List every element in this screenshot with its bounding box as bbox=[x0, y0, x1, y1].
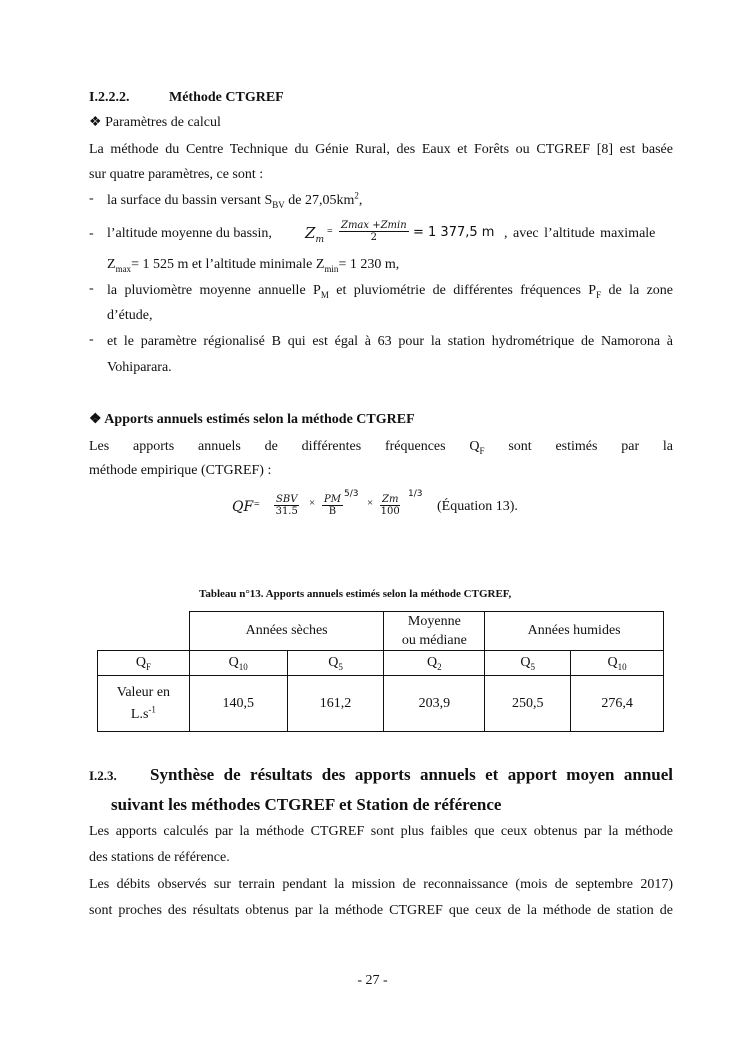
list-item-pluvio-2: d’étude, bbox=[107, 308, 153, 323]
sbv-fraction: SBV 31.5 bbox=[275, 494, 298, 517]
altitude-value: = 1 377,5 m bbox=[413, 225, 495, 240]
section-heading bbox=[89, 88, 284, 108]
list-item-altitude: l’altitude moyenne du bassin, $Z_m$ = Zmax +Zmin 2 = 1 377,5 m , avec l’altitude maximale bbox=[107, 220, 656, 245]
col-q10-dry: $Q_{10}$ bbox=[189, 651, 287, 676]
header-annees-humides: Années humides bbox=[485, 612, 664, 651]
section-title-2-line2: suivant les méthodes CTGREF et Station de référence bbox=[111, 795, 502, 814]
col-q10-wet: $Q_{10}$ bbox=[571, 651, 664, 676]
multiply-symbol: × bbox=[309, 497, 316, 509]
value-q10-dry: 140,5 bbox=[189, 676, 287, 732]
zm-fraction: $\frac{Zm}{100}$ bbox=[380, 494, 400, 517]
exponent-5-3: 5/3 bbox=[344, 489, 359, 499]
pm-fraction: $\frac{PM}{B}$ bbox=[324, 494, 341, 517]
equation-13: QF = SBV 31.5 × $\frac{PM}{B}$ 5/3 × $\frac{Zm}{100}$ 1/3 (Équation 13). bbox=[232, 489, 518, 517]
synthese-p2-line2: sont proches des résultats obtenus par la méthode CTGREF que ceux de la méthode de station de bbox=[89, 903, 673, 918]
col-q5-dry: $Q_5$ bbox=[287, 651, 384, 676]
value-q5-dry: 161,2 bbox=[287, 676, 384, 732]
table-row bbox=[98, 651, 664, 676]
synthese-p1-line2: des stations de référence. bbox=[89, 850, 230, 865]
list-item-parametre-b-2: Vohiparara. bbox=[107, 360, 172, 375]
equation-label: (Équation 13). bbox=[437, 499, 518, 514]
row-head-qf: $Q_F$ bbox=[98, 651, 190, 676]
synthese-p2-line1: Les débits observés sur terrain pendant la mission de reconnaissance (mois de septembre 2017) bbox=[89, 877, 673, 892]
list-dash: - bbox=[89, 281, 94, 296]
section-title: Méthode CTGREF bbox=[169, 90, 284, 105]
synthese-p1-line1: Les apports calculés par la méthode CTGREF sont plus faibles que ceux obtenus par la méthode bbox=[89, 824, 673, 839]
table-row bbox=[98, 676, 664, 732]
intro-line-1: La méthode du Centre Technique du Génie Rural, des Eaux et Forêts ou CTGREF [8] est basée bbox=[89, 142, 673, 157]
exponent-1-3: 1/3 bbox=[408, 489, 423, 499]
section-number-2: I.2.3. bbox=[89, 768, 117, 783]
row-label-valeur: Valeur en $L.s^{-1}$ bbox=[98, 676, 190, 732]
value-q10-wet: 276,4 bbox=[571, 676, 664, 732]
list-dash: - bbox=[89, 191, 94, 206]
bullet-apports: ❖ Apports annuels estimés selon la méthode CTGREF bbox=[89, 412, 415, 427]
section-number: I.2.2.2. bbox=[89, 90, 130, 105]
ctgref-table bbox=[97, 611, 664, 732]
diamond-bullet-icon: ❖ bbox=[89, 412, 102, 427]
header-annees-seches: Années sèches bbox=[189, 612, 384, 651]
apports-line-2: méthode empirique (CTGREF) : bbox=[89, 463, 272, 478]
table-caption: Tableau n°13. Apports annuels estimés selon la méthode CTGREF, bbox=[199, 588, 512, 600]
list-item-surface: la surface du bassin versant $S_{BV}$ de $27,05km^2$, bbox=[107, 190, 363, 210]
list-item-parametre-b: et le paramètre régionalisé B qui est égal à 63 pour la station hydrométrique de Namorona à bbox=[107, 334, 673, 349]
list-dash: - bbox=[89, 332, 94, 347]
table-group-row bbox=[98, 612, 664, 651]
altitude-min-max: $Z_{max}= 1$ 525 m et l’altitude minimale $Z_{min}= 1$ 230 m, bbox=[107, 257, 400, 274]
apports-line-1: Les apports annuels de différentes fréquences $Q_F$ sont estimés par la bbox=[89, 439, 674, 456]
list-dash: - bbox=[89, 226, 94, 241]
intro-line-2: sur quatre paramètres, ce sont : bbox=[89, 167, 264, 182]
diamond-bullet-icon: ❖ bbox=[89, 115, 102, 130]
section-title-2-line1: Synthèse de résultats des apports annuels et apport moyen annuel bbox=[150, 765, 673, 784]
value-q5-wet: 250,5 bbox=[485, 676, 571, 732]
bullet-parametres: ❖ Paramètres de calcul bbox=[89, 115, 221, 130]
altitude-fraction: Zmax +Zmin 2 bbox=[341, 220, 407, 243]
multiply-symbol: × bbox=[367, 497, 374, 509]
list-item-pluvio: la pluviomètre moyenne annuelle $P_M$ et pluviométrie de différentes fréquences $P_F$ de la zone bbox=[107, 283, 674, 300]
header-moyenne: Moyenne ou médiane bbox=[384, 612, 485, 651]
col-q2: $Q_2$ bbox=[384, 651, 485, 676]
zm-symbol: $Z_m$ bbox=[305, 224, 324, 245]
page-number: - 27 - bbox=[357, 973, 388, 988]
col-q5-wet: $Q_5$ bbox=[485, 651, 571, 676]
value-q2: 203,9 bbox=[384, 676, 485, 732]
